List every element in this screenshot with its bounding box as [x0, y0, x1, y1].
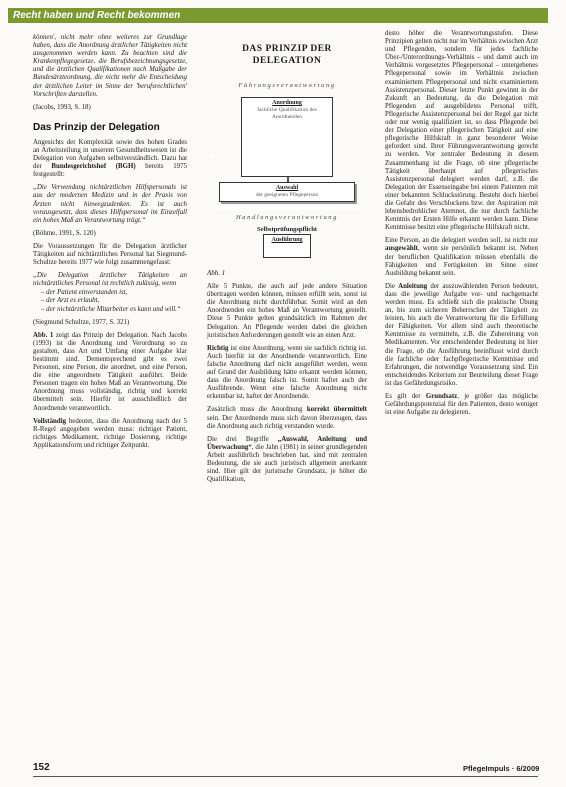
delegation-figure	[207, 34, 367, 266]
list-item: – der Arzt es erlaubt,	[41, 297, 187, 305]
magazine-name: PflegeImpuls · 6/2009	[463, 764, 540, 773]
list-item: – der nichtärztliche Mitarbeiter es kann und will.“	[41, 306, 187, 314]
text-run: bereits 1975 festgestellt:	[33, 163, 187, 179]
paragraph	[33, 139, 187, 179]
text-run: bedeutet, dass die Anordnung nach der 5 R-Regel angegeben werden muss: richtiger Patient, richtiges Medikament, richtige Dosierung, richtige Applikationsform und richtiger Zeitpunkt.	[33, 417, 187, 449]
bold-term: Bundesgerichtshof (BGH)	[51, 163, 136, 171]
text-run: , die Jahn (1981) in seiner grundlegenden Arbeit ausführlich beschrieben hat, sind mit zentralen Bedeutung, die sie auch juristisch allgemein anerkannt sind. Hier gilt der juristische Grundsatz, je höher die Qualifikation,	[207, 443, 367, 484]
section-header-title: Recht haben und Recht bekommen	[13, 10, 181, 21]
box-label: Anordnung	[272, 100, 302, 106]
paragraph	[207, 345, 367, 402]
bold-term: Vollständig	[33, 417, 67, 425]
quote-delegation: „Die Delegation ärztlicher Tätigkeiten an nichtärztliches Personal ist rechtlich zulässig, wenn	[33, 272, 187, 288]
order-box	[241, 97, 333, 177]
figure-title-line1: DAS PRINZIP DER	[242, 44, 332, 54]
text-run: der auszuwählenden Person bedeutet, dass die jeweilige Aufgabe vor- und nachgemacht werden muss. Es schließt sich die praktische Übung an, bis zum sicheren Beherrschen der Tätigkeit zu leisten, bis auch die Verantwortung für die Erfüllung der Fähigkeiten. Vor allem sind auch theoretische Kenntnisse zu vermitteln, z.B. die Zubereitung von Medikamenten. Vor entscheidender Bedeutung ist hier die Frage, ob die Ausführung beeinflusst wird durch die fachliche oder fachpflegerische Kenntnisse und Erfahrungen, die notwendige Voraussetzung sind. Ein entscheidendes Kriterium zur Beurteilung dieser Frage ist das Gefährdungsrisiko.	[385, 282, 538, 387]
bold-term: „Auswahl, Anleitung und Überwachung“	[207, 435, 367, 451]
paragraph	[33, 418, 187, 450]
text-run: ist eine Anordnung, wenn sie sachlich richtig ist. Auch hierfür ist der Anordnende verantwortlich. Eine falsche Anordnung darf nicht ausgeführt werden, wenn auf Grund der Ausbildung hätte erkannt werden können, dass die Anordnung falsch ist. Somit haftet auch der Ausführende. Wenn eine falsche Anordnung nicht erkennbar ist, haftet der Anordnende.	[207, 344, 367, 401]
figure-footer: Handlungsverantwortung	[235, 214, 338, 221]
text-run: Zusätzlich muss die Anordnung	[207, 406, 303, 414]
spacer	[215, 206, 359, 210]
paragraph	[207, 406, 367, 430]
paragraph: Die Voraussetzungen für die Delegation ärztlicher Tätigkeiten auf nichtärztliches Personal hat Siegmund-Schultze bereits 1977 wie folgt zusammengefasst:	[33, 242, 187, 267]
selection-box	[219, 182, 355, 202]
bold-term: Anleitung	[398, 282, 428, 290]
box-text: fachliche Qualifikation des Anordnenden	[257, 107, 317, 120]
figure-subtitle: Führungsverantwortung	[238, 82, 336, 89]
bold-term: Richtig	[207, 344, 229, 352]
text-run: sein. Der Anordnende muss sich davon überzeugen, dass die Anordnung auch richtig verstanden wurde.	[207, 414, 367, 430]
quote-delegation-source: (Siegmund Schultze, 1977, S. 321)	[33, 318, 130, 326]
page-number: 152	[33, 762, 50, 773]
text-run: , je größer das mögliche Gefährdungspotenzial für den Patienten, desto weniger ist eine Aufgabe zu delegieren.	[385, 393, 538, 417]
execution-box	[263, 234, 311, 258]
paragraph	[385, 393, 538, 417]
list-item: – der Patient einverstanden ist,	[41, 289, 187, 297]
paragraph: Alle 5 Punkte, die auch auf jede andere Situation übertragen werden können, müssen erfüllt sein, sonst ist die Anordnung nicht durchführbar. Somit wird an den Anordnenden ein hohes Maß an Verantwortung gestellt. Diese 5 Punkte gelten grundsätzlich im Rahmen der Delegation. An Pflegende werden dabei die gleichen juristischen Anforderungen gestellt wie an einen Arzt.	[207, 283, 367, 339]
paragraph	[385, 283, 538, 388]
text-run: Angesichts der Komplexität sowie des hohen Grades an Arbeitsteilung in unserem Gesundheitswesen ist die Delegation von Aufgaben selbstverständlich. Dazu hat der	[33, 138, 187, 171]
intro-quote: können', nicht mehr ohne weiteres zur Grundlage haben, dass die Anordnung ärztlicher Tätigkeiten nicht ausgenommen werden kann. Zu beachten sind die Krankenpflegegesetze, die Berufsbezeichnungsgesetze, und die ärztlichen Qualifikationen nach Maßgabe der Bundesärzteordnung, die nicht mehr die Entscheidung der ärztlichen Leiter im Sinne der 'berufsrechtlichen' Vorschriften darstellen.	[33, 34, 187, 98]
paragraph	[33, 332, 187, 413]
paragraph	[385, 237, 538, 277]
text-run: Die	[385, 282, 395, 290]
text-run: Eine Person, an die delegiert werden soll, ist nicht nur	[385, 237, 538, 245]
box-text: der geeigneten Pflegeperson	[255, 192, 319, 198]
column-1	[33, 34, 187, 455]
text-run: zeigt das Prinzip der Delegation. Nach Jacobs (1993) ist die Anordnung und Verordnung so zu gestalten, dass Art und Umfang einer Aufgabe klar bestimmt sind. Dementsprechend gibt es zwei Personen, eine Person, die anordnet, und eine Person, die eine angeordnete Tätigkeit ausführt. Beide Personen tragen ein hohes Maß an Verantwortung. Die Anordnung muss vollständig, richtig und korrekt übermittelt sein. Hierfür ist ausschließlich der Anordnende verantwortlich.	[33, 331, 187, 412]
bold-term: Abb. 1	[33, 331, 54, 339]
bold-term: korrekt übermittelt	[306, 406, 367, 414]
section-header-bar	[8, 8, 548, 23]
text-run: Es gilt der	[385, 393, 421, 401]
quote-bgh-source: (Böhme, 1991, S. 120)	[33, 229, 96, 237]
bold-term: Grundsatz	[425, 393, 458, 401]
conditions-list	[33, 289, 187, 313]
text-run: Die drei Begriffe	[207, 435, 269, 443]
box-label: Auswahl	[275, 185, 299, 191]
figure-title-line2: DELEGATION	[252, 56, 322, 66]
paragraph: desto höher die Verantwortungsstufen. Diese Prinzipien gelten nicht nur im Verhältnis zwischen Arzt und Pflegenden, sondern für jedes fachliche Über-/Unterordnungs-Verhältnis – und damit auch im Verhältnis vorgesetztes Pflegepersonal – untergebenes Pflegepersonal sowie im Verhältnis zwischen examiniertem Pflegepersonal und nicht examiniertem Assistenzpersonal. Dieser letzte Punkt gewinnt in der Zukunft an Bedeutung, da die Delegation mit Pflegenden auf ausgebildetes Personal trifft, Pflegerische Assistenzpersonal bei der Regel gar nicht oder nur wenig qualifiziert ist, so dass Pflegende bei der Delegation einer pflegerischen Tätigkeit auf eine pflegerische Hilfskraft in ganz besonderer Weise gefordert sind. Ihrer Führungsverantwortung gerecht zu werden. Vor zentraler Bedeutung in diesem Zusammenhang ist die Frage, ob eine pflegerische Tätigkeit überhaupt auf pflegerisches Assistenzpersonal delegiert werden darf, z.B. die Delegation der Essenseingabe bei einem Patienten mit einer bekannten Schluckstörung. Besteht doch hierbei die Gefahr des Verschluckens bzw. der Aspiration mit lebensbedrohlicher Atemnot, die nur durch fachliche Kenntnis der Ersten Hilfe erkannt werden kann. Diese Kenntnisse besitzt eine pflegerische Hilfskraft nicht.	[385, 30, 538, 232]
self-check-label: Selbstprüfungspflicht	[257, 226, 317, 233]
intro-source: (Jacobs, 1993, S. 18)	[33, 103, 91, 111]
figure-title	[207, 44, 367, 67]
text-run: , wenn sie persönlich bekannt ist. Neben der beruflichen Qualifikation müssen ebenfalls die Fähigkeiten und Fertigkeiten im Sinne einer Ausbildung bekannt sein.	[385, 245, 538, 277]
box-label: Ausführung	[271, 237, 303, 243]
section-heading: Das Prinzip der Delegation	[33, 121, 160, 133]
figure-caption: Abb. 1	[207, 269, 226, 277]
paragraph	[207, 436, 367, 485]
quote-bgh: „Die Verwendung nichtärztlichen Hilfspersonals ist aus der modernen Medizin und in der Praxis von Ärzten nicht hinwegzudenken. Es ist auch vorausgesetzt, dass dieses Hilfspersonal im Einzelfall ein hohes Maß an Verantwortung trägt.“	[33, 184, 187, 224]
column-3	[385, 30, 538, 422]
column-2	[207, 34, 367, 489]
bold-term: ausgewählt	[385, 245, 418, 253]
footer-divider	[33, 776, 538, 777]
spacer	[211, 154, 215, 158]
